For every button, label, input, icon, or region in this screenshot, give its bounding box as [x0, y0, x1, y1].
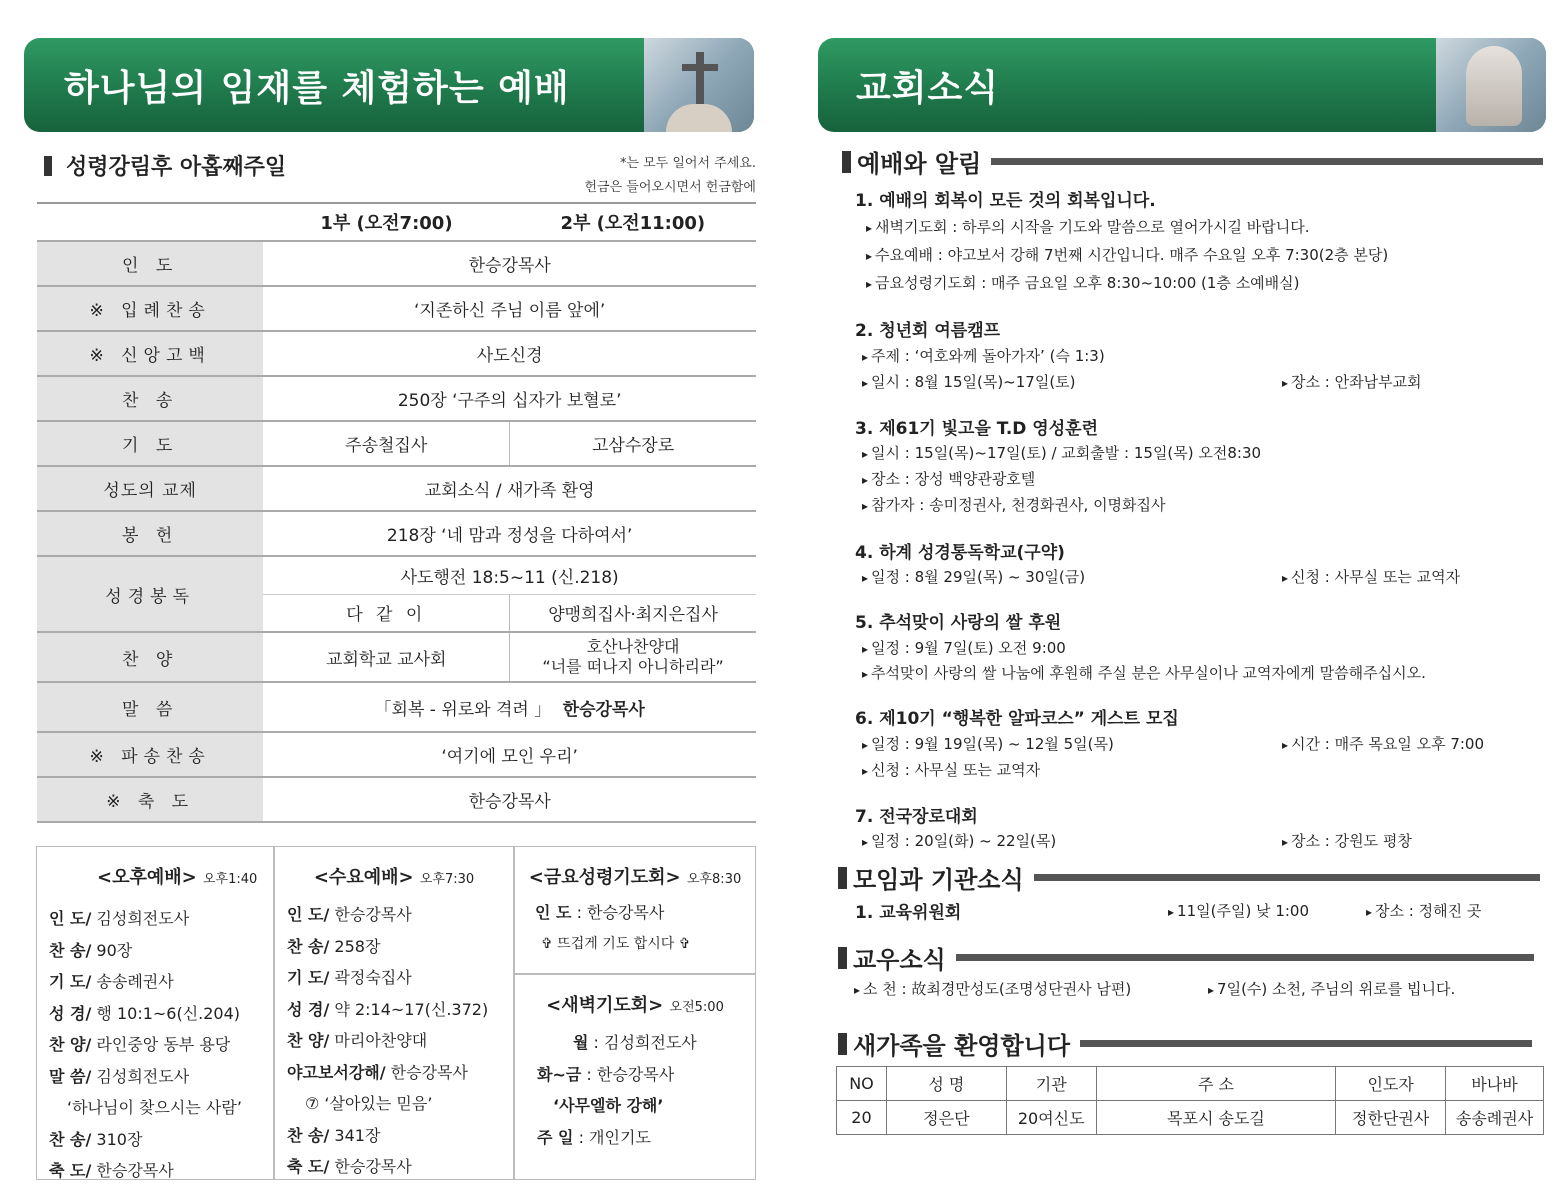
- schedule-line: 성 경/ 행 10:1~6(신.204): [49, 1003, 241, 1023]
- row-value-1: 주송철집사: [263, 421, 509, 466]
- dawn-prayer-box: [514, 974, 756, 1180]
- news-bullet: ▸ 금요성령기도회 : 매주 금요일 오후 8:30~10:00 (1층 소예배실): [866, 272, 1300, 293]
- schedule-line: 찬 송/ 341장: [287, 1125, 381, 1145]
- news-bullet: ▸ 신청 : 사무실 또는 교역자: [1282, 566, 1460, 587]
- dawn-title: <새벽기도회>: [546, 995, 664, 1016]
- afternoon-time: 오후1:40: [203, 872, 258, 887]
- worship-section-title: 성령강림후 아홉째주일: [44, 150, 286, 181]
- row-label: ※ 신앙고백: [37, 331, 263, 376]
- schedule-line: 인 도/ 한승강목사: [287, 905, 412, 924]
- afternoon-lines: [37, 903, 273, 1187]
- praying-hands-icon: [1466, 46, 1522, 126]
- table-row: [37, 376, 756, 421]
- row-value: 교회소식 / 새가족 환영: [263, 466, 756, 511]
- wednesday-title: <수요예배>: [313, 867, 414, 888]
- schedule-line: 기 도/ 곽정숙집사: [287, 968, 412, 987]
- row-value: ‘여기에 모인 우리’: [263, 732, 756, 777]
- news-bullet: ▸ 장소 : 안좌남부교회: [1282, 371, 1422, 392]
- offering-note: 헌금은 들어오시면서 헌금함에: [584, 180, 756, 195]
- row-value: 218장 ‘네 맘과 정성을 다하여서’: [263, 511, 756, 556]
- table-row: [37, 421, 756, 466]
- table-row: [37, 511, 756, 556]
- news-item-title: 6. 제10기 “행복한 알파코스” 게스트 모집: [855, 709, 1179, 729]
- news-bullet: ▸ 추석맞이 사랑의 쌀 나눔에 후원해 주실 분은 사무실이나 교역자에게 말씀해주십시오.: [862, 662, 1426, 683]
- row-value: 사도신경: [263, 331, 756, 376]
- row-value: 250장 ‘구주의 십자가 보혈로’: [263, 376, 756, 421]
- newcomer-table: [836, 1066, 1544, 1135]
- friday-leader: 인 도 : 한승강목사: [535, 903, 665, 922]
- schedule-line: 야고보서강해/ 한승강목사: [287, 1062, 468, 1082]
- row-label: 봉 헌: [37, 511, 263, 556]
- table-row: [37, 331, 756, 376]
- news-item-title: 4. 하계 성경통독학교(구약): [855, 543, 1065, 563]
- table-row: [37, 732, 756, 777]
- section-heading-worship-notice: 예배와 알림: [842, 144, 1543, 179]
- friday-prayer-box: [514, 846, 756, 974]
- news-bullet: ▸ 주제 : ‘여호와께 돌아가자’ (슥 1:3): [862, 345, 1105, 366]
- table-row: [37, 286, 756, 331]
- section-heading-newcomers: 새가족을 환영합니다: [838, 1026, 1532, 1061]
- news-bullet: ▸ 참가자 : 송미정권사, 천경화권사, 이명화집사: [862, 494, 1166, 515]
- news-item-title: 5. 추석맞이 사랑의 쌀 후원: [855, 613, 1062, 633]
- table-row: [37, 682, 756, 732]
- newcomer-header-row: NO 성 명 기관 주 소 인도자 바나바: [837, 1067, 1544, 1101]
- table-row: [37, 632, 756, 682]
- afternoon-title: <오후예배>: [97, 867, 197, 888]
- friday-title: <금요성령기도회>: [528, 867, 681, 888]
- dawn-time: 오전5:00: [669, 1000, 724, 1015]
- schedule-line: 축 도/ 한승강목사: [49, 1161, 174, 1180]
- service-2-header: 2부 (오전11:00): [510, 203, 756, 241]
- news-bullet: ▸ 일시 : 8월 15일(목)~17일(토): [862, 371, 1076, 392]
- service-1-header: 1부 (오전7:00): [263, 203, 509, 241]
- praying-hands-image: [1436, 38, 1546, 132]
- wednesday-time: 오후7:30: [419, 872, 475, 887]
- member-news: ▸ 소 천 : 故최경만성도(조명성단권사 남편): [854, 978, 1131, 999]
- news-bullet: ▸ 11일(주일) 낮 1:00: [1168, 900, 1309, 921]
- row-label: 인 도: [37, 241, 263, 286]
- row-label: ※ 축 도: [37, 777, 263, 822]
- row-label: 기 도: [37, 421, 263, 466]
- wednesday-lines: [275, 899, 513, 1183]
- news-bullet: ▸ 일정 : 20일(화) ~ 22일(목): [862, 830, 1056, 851]
- meeting-item-title: 1. 교육위원회: [855, 903, 962, 923]
- news-bullet: ▸ 장소 : 강원도 평창: [1282, 830, 1412, 851]
- table-row: [37, 241, 756, 286]
- news-bullet: ▸ 일정 : 8월 29일(목) ~ 30일(금): [862, 566, 1085, 587]
- row-label: 찬 양: [37, 632, 263, 682]
- sermon-title: 「회복 - 위로와 격려 」: [374, 699, 552, 720]
- preacher: 한승강목사: [562, 699, 645, 720]
- row-label: 말 씀: [37, 682, 263, 732]
- dawn-topic: ‘사무엘하 강해’: [553, 1096, 664, 1115]
- news-bullet: ▸ 장소 : 장성 백양관광호텔: [862, 468, 1035, 489]
- news-bullet: ▸ 일정 : 9월 19일(목) ~ 12월 5일(목): [862, 733, 1114, 754]
- row-label: 찬 송: [37, 376, 263, 421]
- left-banner-title: 하나님의 임재를 체험하는 예배: [64, 68, 570, 109]
- table-row: [37, 777, 756, 822]
- schedule-line: 찬 송/ 90장: [49, 940, 133, 960]
- worship-order-table: [37, 202, 756, 823]
- praise-group-1: 교회학교 교사회: [263, 632, 509, 682]
- news-bullet: ▸ 새벽기도회 : 하루의 시작을 기도와 말씀으로 열어가시길 바랍니다.: [866, 216, 1309, 237]
- schedule-line: 찬 양/ 라인중앙 동부 용당: [49, 1035, 231, 1054]
- schedule-line: ⑦ ‘살아있는 믿음’: [305, 1094, 433, 1113]
- scripture-reader-2: 양맹희집사·최지은집사: [510, 594, 756, 632]
- scripture-reference: 사도행전 18:5~11 (신.218): [263, 556, 756, 594]
- news-bullet: ▸ 수요예배 : 야고보서 강해 7번째 시간입니다. 매주 수요일 오후 7:30(2층 본당): [866, 244, 1388, 265]
- section-heading-members: 교우소식: [838, 940, 1534, 975]
- sermon-cell: [263, 682, 756, 732]
- table-row: [37, 466, 756, 511]
- table-row: 20 정은단 20여신도 목포시 송도길 정한단권사 송송례권사: [837, 1101, 1544, 1135]
- row-label: ※ 파송찬송: [37, 732, 263, 777]
- news-bullet: ▸ 일정 : 9월 7일(토) 오전 9:00: [862, 637, 1066, 658]
- table-header-row: [37, 203, 756, 241]
- schedule-line: 찬 송/ 258장: [287, 936, 381, 956]
- right-banner-title: 교회소식: [856, 68, 1000, 109]
- news-bullet: ▸ 시간 : 매주 목요일 오후 7:00: [1282, 733, 1484, 754]
- dawn-line-mon: 월 : 김성희전도사: [573, 1033, 697, 1052]
- scripture-reader-1: 다 같 이: [263, 594, 509, 632]
- news-bullet: ▸ 일시 : 15일(목)~17일(토) / 교회출발 : 15일(목) 오전8:30: [862, 442, 1261, 463]
- praise-group-2: 호산나찬양대 “너를 떠나지 아니하리라”: [510, 632, 756, 682]
- schedule-line: 기 도/ 송송례권사: [49, 972, 174, 991]
- schedule-line: 찬 양/ 마리아찬양대: [287, 1031, 428, 1050]
- news-bullet: ▸ 장소 : 정해진 곳: [1366, 900, 1481, 921]
- dawn-line-tue-fri: 화~금 : 한승강목사: [537, 1064, 675, 1084]
- dawn-sunday: 주 일 : 개인기도: [537, 1127, 651, 1147]
- schedule-line: ‘하나님이 찾으시는 사람’: [67, 1098, 242, 1117]
- schedule-line: 말 씀/ 김성희전도사: [49, 1066, 190, 1086]
- cross-statue-image: [644, 38, 754, 132]
- schedule-line: 찬 송/ 310장: [49, 1129, 143, 1149]
- friday-slogan: ✞ 뜨겁게 기도 합시다 ✞: [541, 935, 691, 952]
- row-value: ‘지존하신 주님 이름 앞에’: [263, 286, 756, 331]
- news-item-title: 1. 예배의 회복이 모든 것의 회복입니다.: [855, 191, 1156, 211]
- section-heading-meetings: 모임과 기관소식: [838, 860, 1540, 895]
- member-news-detail: ▸ 7일(수) 소천, 주님의 위로를 빕니다.: [1208, 978, 1455, 999]
- news-item-title: 2. 청년회 여름캠프: [855, 321, 1001, 341]
- friday-time: 오후8:30: [686, 872, 742, 887]
- table-row: [37, 556, 756, 594]
- row-label: 성도의 교제: [37, 466, 263, 511]
- row-value: 한승강목사: [263, 241, 756, 286]
- schedule-line: 인 도/ 김성희전도사: [49, 909, 190, 928]
- right-banner: [818, 38, 1546, 132]
- news-bullet: ▸ 신청 : 사무실 또는 교역자: [862, 759, 1040, 780]
- news-item-title: 7. 전국장로대회: [855, 807, 978, 827]
- schedule-line: 축 도/ 한승강목사: [287, 1157, 412, 1176]
- row-value-2: 고삼수장로: [510, 421, 756, 466]
- row-label: 성경봉독: [37, 556, 263, 632]
- afternoon-service-box: [36, 846, 274, 1180]
- row-value: 한승강목사: [263, 777, 756, 822]
- schedule-line: 성 경/ 약 2:14~17(신.372): [287, 999, 489, 1019]
- left-banner: [24, 38, 754, 132]
- standing-note: *는 모두 일어서 주세요.: [619, 156, 756, 171]
- news-item-title: 3. 제61기 빛고을 T.D 영성훈련: [855, 419, 1098, 439]
- row-label: ※ 입례찬송: [37, 286, 263, 331]
- wednesday-service-box: [274, 846, 514, 1180]
- cross-icon: [696, 52, 704, 108]
